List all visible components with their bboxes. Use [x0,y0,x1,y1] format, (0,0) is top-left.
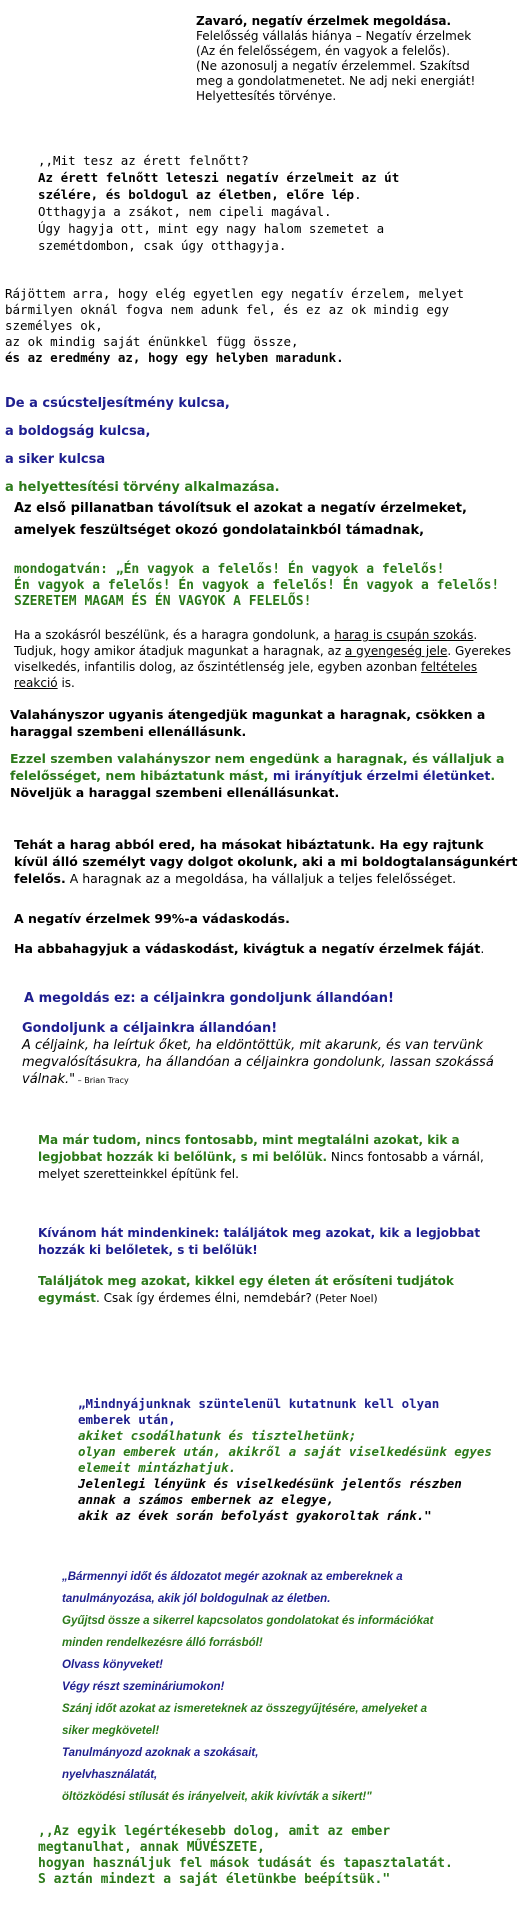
final-quote [38,1824,508,1888]
quote-line: Gyűjtsd össze a sikerrel kapcsolatos gondolatokat és információkat [62,1615,434,1627]
adult-period: . [354,187,362,202]
goals-heading: Gondoljunk a céljainkra állandóan! [22,1021,278,1036]
adult-question: ,,Mit tesz az érett felnőtt? [38,153,249,168]
anger-habit-paragraph [14,627,514,691]
goals-quote-text: A céljaink, ha leírtuk őket, ha eldöntöttük, mit akarunk, és van tervünk megvalósításukra, ha állandóan a céljainkra gondolunk, lassan szokássá válnak." [22,1038,494,1087]
intro-line: Felelősség vállalás hiánya – Negatív érzelmek [196,29,472,43]
adult-line: szemétdombon, csak úgy otthagyja. [38,238,287,253]
text-run: is. [57,676,75,690]
underlined-phrase: feltételes reakció [14,660,478,690]
first-line: Az első pillanatban távolítsuk el azokat a negatív érzelmeket, [14,501,467,516]
first-line: amelyek feszültséget okozó gondolatainkból támadnak, [14,523,425,538]
intro-line: Helyettesítés törvénye. [196,89,337,103]
find-text [38,1273,508,1308]
mature-adult-block [38,152,458,254]
intro-line: (Ne azonosulj a negatív érzelemmel. Szakítsd [196,59,470,73]
text-run: Ezzel szemben valahányszor nem engedünk a haragnak, és vállaljuk a felelősséget, nem hibáztatunk mást, [10,751,505,783]
quote-line: emberek után, [78,1412,176,1427]
study-success-quote [62,1566,502,1808]
text-run: mi irányítjuk érzelmi életünket [272,768,491,783]
quote-line: Jelenlegi lényünk és viselkedésünk jelentős részben [78,1476,462,1491]
stop-blaming-line [14,940,519,957]
resistance-decrease-text: Valahányszor ugyanis átengedjük magunkat a haragnak, csökken a haraggal szembeni ellenállásunk. [10,707,486,739]
final-line: megtanulhat, annak MŰVÉSZETE, [38,1840,265,1855]
key-success: a siker kulcsa [5,452,106,467]
final-line: S aztán mindezt a saját életünkbe beépítsük." [38,1872,391,1887]
final-line: ,,Az egyik legértékesebb dolog, amit az ember [38,1824,391,1839]
affirmation-line: SZERETEM MAGAM ÉS ÉN VAGYOK A FELELŐS! [14,594,312,609]
anger-habit-text [14,627,514,691]
wish-paragraph [38,1225,508,1259]
text-run: Ha abbahagyjuk a vádaskodást, kivágtuk a negatív érzelmek fáját [14,941,481,956]
resistance-decrease-paragraph [10,706,515,740]
key-substitution-law: a helyettesítési törvény alkalmazása. [5,480,280,495]
affirmation-block [14,562,514,610]
quote-line: minden rendelkezésre álló forrásból! [62,1637,263,1649]
affirmation-line: Én vagyok a felelős! Én vagyok a felelős! Én vagyok a felelős! [14,578,500,593]
quote-line: tanulmányozása, akik jól boldogulnak az életben. [62,1593,331,1605]
solution-text: A megoldás ez: a céljainkra gondoljunk állandóan! [24,991,394,1006]
text-run: Ha a szokásról beszélünk, és a haragra gondolunk, a [14,628,335,642]
text-run: az [310,1571,323,1583]
text-run: . Gyerekes viselkedés, infantilis dolog, az őszintétlenség jele, egyben azonban [14,644,511,674]
stop-blaming-text [14,940,519,957]
role-model-quote [78,1396,498,1524]
quote-line: nyelvhasználatát, [62,1769,158,1781]
text-run: Találjátok meg azokat, kikkel egy életen át erősíteni tudjátok egymást [38,1274,454,1305]
resistance-increase-paragraph [10,750,518,801]
first-moment-block [14,498,514,542]
underlined-phrase: harag is csupán szokás [334,628,474,642]
find-author: (Peter Noel) [311,1293,378,1305]
quote-line: akik az évek során befolyást gyakoroltak ránk." [78,1508,432,1523]
realize-line2: az ok mindig saját énünkkel függ össze, [5,334,299,349]
quote-line: Végy részt szemináriumokon! [62,1681,225,1693]
realize-bold: és az eredmény az, hogy egy helyben maradunk. [5,350,344,365]
quote-line: öltözködési stílusát és irányelveit, akik kivívták a sikert!" [62,1791,372,1803]
quote-line: akiket csodálhatunk és tisztelhetünk; [78,1428,357,1443]
quote-line: olyan emberek után, akikről a saját viselkedésünk egyes [78,1444,492,1459]
goals-quote [22,1037,517,1089]
adult-line: Úgy hagyja ott, mint egy nagy halom szemetet a [38,221,385,236]
quote-line: elemeit mintázhatjuk. [78,1460,237,1475]
anger-source-text [14,836,519,887]
underlined-phrase: a gyengeség jele [344,644,448,658]
intro-line: meg a gondolatmenetet. Ne adj neki energiát! [196,74,476,88]
quote-line: annak a számos embernek az elegye, [78,1492,334,1507]
text-run: . Tudjuk, hogy amikor átadjuk magunkat a haragnak, az [14,628,478,658]
quote-line: Szánj időt azokat az ismereteknek az összegyűjtésére, amelyeket a [62,1703,427,1715]
text-run: Tehát a harag abból ered, ha másokat hibáztatunk. Ha egy rajtunk kívül álló személyt vagy dolgot okolunk, aki a mi boldogtalanságunkért felelős. [14,837,518,886]
adult-bold-text: szélére, és boldogul az életben, előre lép [38,187,355,202]
blame-percent-line [14,910,290,927]
adult-line: Otthagyja a zsákot, nem cipeli magával. [38,204,332,219]
wish-text: Kívánom hát mindenkinek: találjátok meg azokat, kik a legjobbat hozzák ki belőletek, s ti belőlük! [38,1226,481,1257]
quote-line [62,1566,502,1588]
blame-percent-text: A negatív érzelmek 99%-a vádaskodás. [14,911,290,926]
today-text [38,1132,508,1183]
resistance-increase-bold: Növeljük a haraggal szembeni ellenállásunkat. [10,785,340,800]
quote-line: Olvass könyveket! [62,1659,164,1671]
realize-text: Rájöttem arra, hogy elég egyetlen egy negatív érzelem, melyet bármilyen oknál fogva nem adunk fel, és ez az ok mindig egy személyes ok, [5,286,465,333]
key-peak-performance: De a csúcsteljesítmény kulcsa, [5,396,230,411]
text-run: A haragnak az a megoldása, ha vállaljuk a teljes felelősséget. [65,871,457,886]
text-run: . Csak így érdemes élni, nemdebár? [96,1291,312,1305]
today-paragraph [38,1132,508,1183]
adult-bold-line2 [38,186,458,203]
final-line: hogyan használjuk fel mások tudását és tapasztalatát. [38,1856,453,1871]
intro-line: (Az én felelősségem, én vagyok a felelős). [196,44,451,58]
realization-block [5,286,515,366]
keys-block [5,390,280,502]
find-paragraph [38,1273,508,1308]
adult-bold-line: Az érett felnőtt leteszi negatív érzelmeit az út [38,170,400,185]
intro-title: Zavaró, negatív érzelmek megoldása. [196,14,452,28]
goals-quote-block [22,1020,517,1089]
affirmation-line: mondogatván: „Én vagyok a felelős! Én vagyok a felelős! [14,562,445,577]
quote-line: siker megkövetel! [62,1725,160,1737]
text-run: Ma már tudom, nincs fontosabb, mint megtalálni azokat, kik a legjobbat hozzák ki belőlünk, s mi belőlük. [38,1133,460,1164]
quote-line: „Mindnyájunknak szüntelenül kutatnunk kell olyan [78,1396,440,1411]
text-run: . [490,768,496,783]
text-run: . [480,941,485,956]
anger-source-paragraph [14,836,519,887]
text-run: „Bármennyi időt és áldozatot megér azoknak [62,1571,311,1583]
text-run: embereknek a [322,1571,403,1583]
text-run: Nincs fontosabb a várnál, melyet szeretteinkkel építünk fel. [38,1150,484,1181]
key-happiness: a boldogság kulcsa, [5,424,151,439]
quote-line: Tanulmányozd azoknak a szokásait, [62,1747,259,1759]
resistance-increase-text [10,750,518,784]
goals-author: – Brian Tracy [75,1076,129,1085]
solution-heading [24,990,504,1008]
intro-block [196,14,514,104]
